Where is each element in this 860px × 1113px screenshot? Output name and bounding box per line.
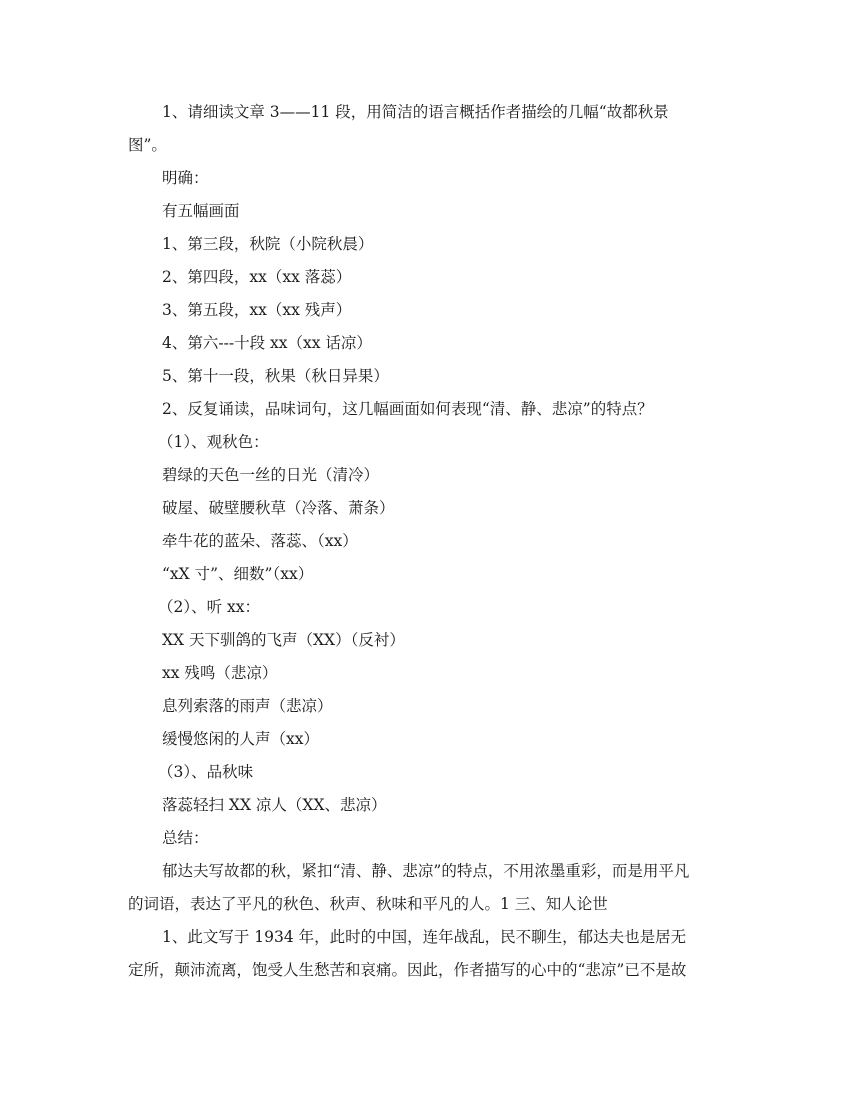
paragraph-line: 定所，颠沛流离，饱受人生愁苦和哀痛。因此，作者描写的心中的“悲凉”已不是故 xyxy=(128,961,687,979)
list-item: 2、第四段，xx（xx 落蕊） xyxy=(162,268,352,286)
text-line: 缓慢悠闲的人声（xx） xyxy=(162,730,319,748)
text-line: 破屋、破壁腰秋草（冷落、萧条） xyxy=(162,499,395,517)
list-item: 3、第五段，xx（xx 残声） xyxy=(162,301,352,319)
paragraph-line: 的词语，表达了平凡的秋色、秋声、秋味和平凡的人。1 三、知人论世 xyxy=(128,895,608,913)
text-line: 落蕊轻扫 XX 凉人（XX、悲凉） xyxy=(162,796,387,814)
text-line: xx 残鸣（悲凉） xyxy=(162,664,278,682)
section-heading: （1）、观秋色： xyxy=(158,433,269,451)
question-2: 2、反复诵读，品味词句，这几幅画面如何表现“清、静、悲凉”的特点？ xyxy=(162,400,653,418)
summary-label: 总结： xyxy=(162,829,209,847)
list-item: 5、第十一段，秋果（秋日异果） xyxy=(162,367,389,385)
text-line: 碧绿的天色一丝的日光（清冷） xyxy=(162,466,380,484)
text-line: XX 天下驯鸽的飞声（XX）（反衬） xyxy=(162,631,405,649)
section-heading: （3）、品秋味 xyxy=(158,763,254,781)
text-line: 息列索落的雨声（悲凉） xyxy=(162,697,333,715)
paragraph-line: 郁达夫写故都的秋，紧扣“清、静、悲凉”的特点，不用浓墨重彩，而是用平凡 xyxy=(162,862,690,880)
text-line: 有五幅画面 xyxy=(162,202,240,220)
list-item: 4、第六---十段 xx（xx 话凉） xyxy=(162,334,372,352)
list-item: 1、第三段，秋院（小院秋晨） xyxy=(162,235,374,253)
section-heading: （2）、听 xx： xyxy=(158,598,261,616)
text-line: “xX 寸”、细数”（xx） xyxy=(162,565,314,583)
question-1-line-2: 图”。 xyxy=(128,136,167,154)
paragraph-line: 1、此文写于 1934 年，此时的中国，连年战乱，民不聊生，郁达夫也是居无 xyxy=(162,928,687,946)
answer-label: 明确： xyxy=(162,169,209,187)
text-line: 牵牛花的蓝朵、落蕊、（xx） xyxy=(162,532,358,550)
question-1-line-1: 1、请细读文章 3——11 段，用简洁的语言概括作者描绘的几幅“故都秋景 xyxy=(162,103,669,121)
